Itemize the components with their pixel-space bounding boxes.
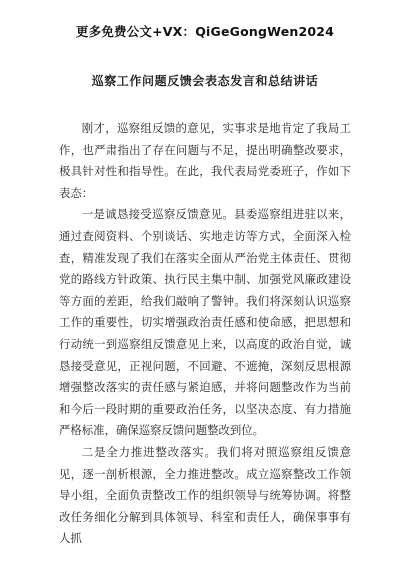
paragraph: 一是诚恳接受巡察反馈意见。县委巡察组进驻以来，通过查阅资料、个别谈话、实地走访等方式，全面深入检查，精准发现了我们在落实全面从严治党主体责任、贯彻党的路线方针政策、执行民主集中制、加强党风廉政建设等方面的差距，给我们敲响了警钟。我们将深刻认识巡察工作的重要性，切实增强政治责任感和使命感，把思想和行动统一到巡察组反馈意见上来，以高度的政治自觉，诚恳接受意见，正视问题，不回避、不遮掩，深刻反思根源增强整改落实的责任感与紧迫感，并将问题整改作为当前和今后一段时期的重要政治任务，以坚决态度、有力措施严格标准，确保巡察反馈问题整改到位。 (59, 207, 351, 438)
document-title: 巡察工作问题反馈会表态发言和总结讲话 (91, 74, 319, 88)
paragraph: 刚才，巡察组反馈的意见，实事求是地肯定了我局工作，也严肃指出了存在问题与不足，提出明确整改要求，极具针对性和指导性。在此，我代表局党委班子，作如下表态： (59, 121, 351, 200)
header-note: 更多免费公文+VX：QiGeGongWen2024 (75, 24, 335, 39)
document-body (59, 118, 351, 550)
paragraph: 二是全力推进整改落实。我们将对照巡察组反馈意见，逐一剖析根源，全力推进整改。成立巡察整改工作领导小组，全面负责整改工作的组织领导与统筹协调。将整改任务细化分解到具体领导、科室和责任人，确保事事有人抓 (59, 444, 351, 546)
